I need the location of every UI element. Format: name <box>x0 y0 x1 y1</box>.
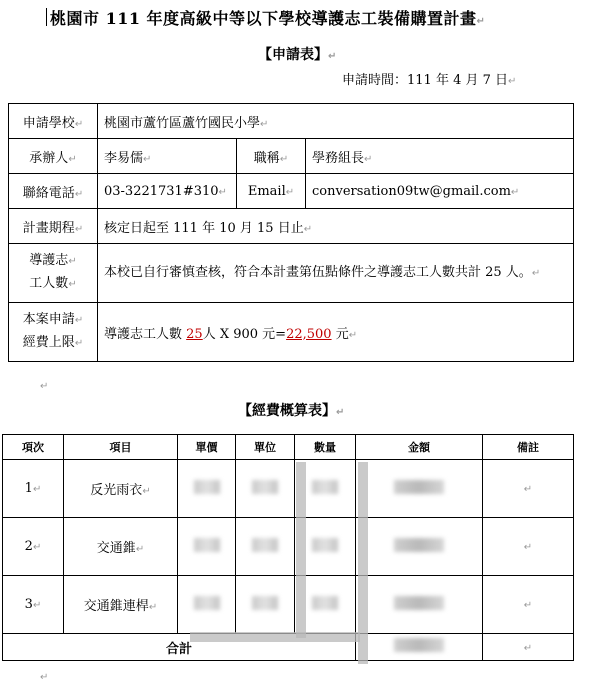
application-date: 申請時間：111 年 4 月 7 日↵ <box>342 73 517 88</box>
redacted-unit <box>236 518 295 576</box>
row-item: 交通錐↵ <box>64 518 178 576</box>
volunteers-label: 導護志↵ 工人數↵ <box>9 244 98 303</box>
col-item: 項目 <box>64 435 178 460</box>
redacted-unit-price <box>178 576 236 634</box>
document-title: 桃園市 111 年度高級中等以下學校導護志工裝備購置計畫↵ <box>50 6 485 29</box>
total-label: 合計 <box>3 634 356 661</box>
budget-estimate-heading: 【經費概算表】↵ <box>238 403 345 419</box>
col-no: 項次 <box>3 435 64 460</box>
school-label: 申請學校↵ <box>9 104 98 139</box>
email-value: conversation09tw@gmail.com↵ <box>306 174 574 209</box>
table-row <box>3 518 574 576</box>
redacted-unit-price <box>178 460 236 518</box>
period-label: 計畫期程↵ <box>9 209 98 244</box>
budget-cap-row <box>9 303 574 362</box>
handler-value: 李易儒↵ <box>98 139 237 174</box>
handler-row <box>9 139 574 174</box>
school-value: 桃園市蘆竹區蘆竹國民小學↵ <box>98 104 574 139</box>
budget-total-amount: 22,500 <box>286 326 332 342</box>
job-title-value: 學務組長↵ <box>306 139 574 174</box>
budget-header-row <box>3 435 574 460</box>
budget-cap-label: 本案申請↵ 經費上限↵ <box>9 303 98 362</box>
application-form-table <box>8 103 574 362</box>
paragraph-mark: ↵ <box>40 381 49 392</box>
row-remarks: ↵ <box>483 460 574 518</box>
redacted-unit <box>236 576 295 634</box>
redacted-amount <box>356 518 483 576</box>
col-amount: 金額 <box>356 435 483 460</box>
budget-cap-value: 導護志工人數 25人 X 900 元=22,500 元↵ <box>98 303 574 362</box>
redacted-unit <box>236 460 295 518</box>
col-remarks: 備註 <box>483 435 574 460</box>
redaction-stripe <box>296 462 306 638</box>
row-no: 1↵ <box>3 460 64 518</box>
phone-label: 聯絡電話↵ <box>9 174 98 209</box>
redacted-amount <box>356 576 483 634</box>
job-title-label: 職稱↵ <box>237 139 306 174</box>
period-value: 核定日起至 111 年 10 月 15 日止↵ <box>98 209 574 244</box>
period-row <box>9 209 574 244</box>
col-quantity: 數量 <box>295 435 356 460</box>
col-unit-price: 單價 <box>178 435 236 460</box>
table-row <box>3 460 574 518</box>
paragraph-mark: ↵ <box>40 672 49 683</box>
contact-row <box>9 174 574 209</box>
redaction-stripe <box>190 632 360 642</box>
handler-label: 承辦人↵ <box>9 139 98 174</box>
volunteers-row <box>9 244 574 303</box>
row-remarks: ↵ <box>483 518 574 576</box>
school-row <box>9 104 574 139</box>
redacted-unit-price <box>178 518 236 576</box>
redacted-amount <box>356 460 483 518</box>
phone-value: 03-3221731#310↵ <box>98 174 237 209</box>
row-item: 交通錐連桿↵ <box>64 576 178 634</box>
row-no: 2↵ <box>3 518 64 576</box>
email-label: Email↵ <box>237 174 306 209</box>
total-remarks: ↵ <box>483 634 574 661</box>
volunteers-value: 本校已自行審慎查核，符合本計畫第伍點條件之導護志工人數共計 25 人。↵ <box>98 244 574 303</box>
row-remarks: ↵ <box>483 576 574 634</box>
redacted-total-amount <box>356 634 483 661</box>
col-unit: 單位 <box>236 435 295 460</box>
row-no: 3↵ <box>3 576 64 634</box>
budget-estimate-table <box>2 434 574 661</box>
table-row <box>3 576 574 634</box>
volunteer-count: 25 <box>186 326 203 342</box>
row-item: 反光雨衣↵ <box>64 460 178 518</box>
application-form-heading: 【申請表】↵ <box>258 47 337 63</box>
